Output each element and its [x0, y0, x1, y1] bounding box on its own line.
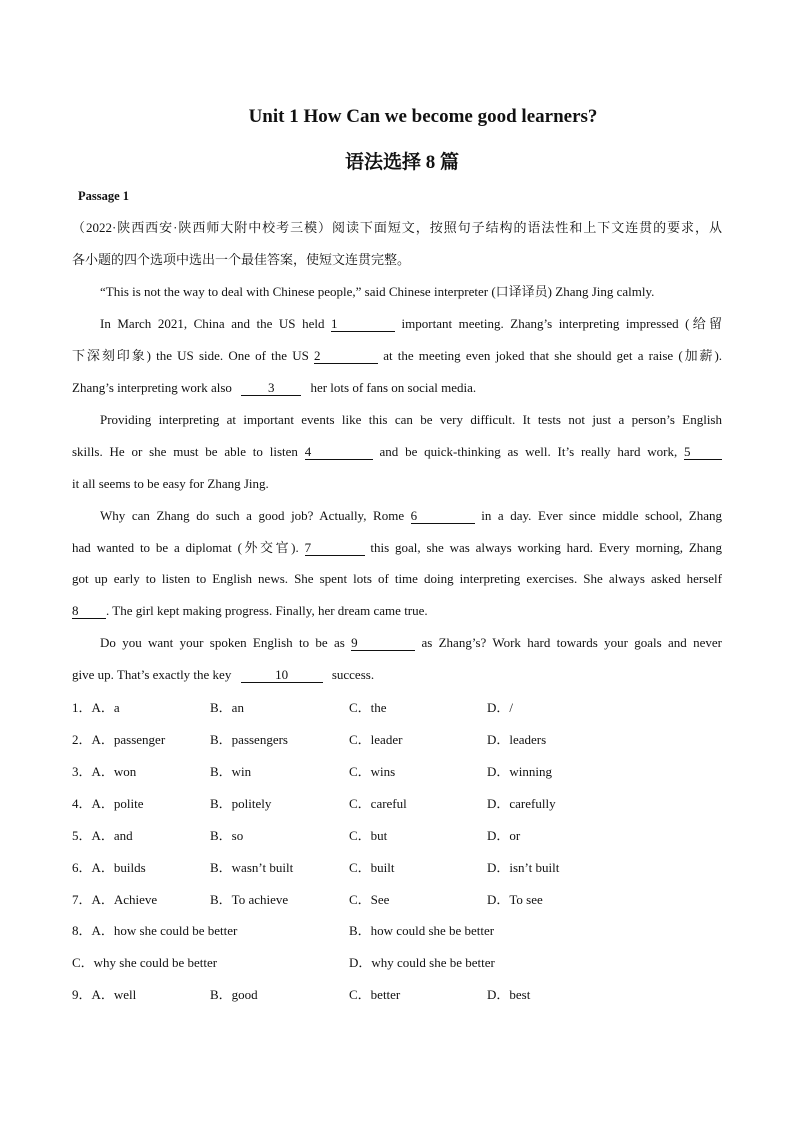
question-row: [72, 697, 722, 715]
option-3b: B．win: [210, 764, 252, 779]
paragraph-2-line-1: [100, 315, 722, 333]
option-9b: B．good: [210, 987, 258, 1002]
blank-3: 3: [241, 381, 301, 396]
option-2c: C．leader: [349, 732, 403, 747]
blank-5: 5: [684, 445, 722, 460]
question-row-8a: [72, 920, 722, 938]
option-1c: C．the: [349, 700, 387, 715]
text: as Zhang’s? Work hard towards your goals and never: [421, 635, 722, 650]
option-3a: 3．A．won: [72, 764, 137, 779]
paragraph-2-line-3: [72, 379, 722, 397]
blank-1: 1: [331, 317, 395, 332]
option-3c: C．wins: [349, 764, 396, 779]
blank-8: 8: [72, 604, 106, 619]
text: this goal, she was always working hard. Every morning, Zhang: [370, 540, 723, 555]
passage-label: Passage 1: [78, 189, 130, 203]
option-8a: 8．A．how she could be better: [72, 923, 238, 938]
page-subtitle: 语法选择 8 篇: [344, 152, 459, 173]
text: had wanted to be a diplomat (外交官).: [72, 540, 299, 555]
intro-line-1: （2022·陕西西安·陕西师大附中校考三模）阅读下面短文，按照句子结构的语法性和上下文连贯的要求，从: [72, 220, 722, 235]
text: . The girl kept making progress. Finally, her dream came true.: [106, 603, 428, 618]
blank-6: 6: [411, 509, 475, 524]
option-9d: D．best: [487, 987, 531, 1002]
option-6a: 6．A．builds: [72, 860, 146, 875]
option-6c: C．built: [349, 860, 395, 875]
text: Why can Zhang do such a good job? Actually, Rome: [100, 508, 405, 523]
paragraph-3-line-2: [72, 443, 722, 461]
blank-10: 10: [241, 668, 323, 683]
text: give up. That’s exactly the key: [72, 667, 232, 682]
blank-7: 7: [305, 541, 365, 556]
question-row: [72, 889, 722, 907]
option-7c: C．See: [349, 892, 390, 907]
text: skills. He or she must be able to listen: [72, 444, 298, 459]
option-5c: C．but: [349, 828, 388, 843]
text: and be quick-thinking as well. It’s really hard work,: [379, 444, 678, 459]
option-4c: C．careful: [349, 796, 407, 811]
option-8d: D．why could she be better: [349, 955, 495, 970]
blank-2: 2: [314, 349, 378, 364]
question-row-8b: [72, 952, 722, 970]
question-row: [72, 793, 722, 811]
option-4b: B．politely: [210, 796, 272, 811]
option-5b: B．so: [210, 828, 244, 843]
paragraph-5-line-2: [72, 666, 722, 684]
option-1a: 1．A．a: [72, 700, 120, 715]
option-4d: D．carefully: [487, 796, 556, 811]
question-row: [72, 729, 722, 747]
text: 下深刻印象) the US side. One of the US: [72, 348, 309, 363]
option-7a: 7．A．Achieve: [72, 892, 158, 907]
text: in a day. Ever since middle school, Zhang: [481, 508, 723, 523]
question-row: [72, 857, 722, 875]
paragraph-4-line-1: [100, 507, 722, 525]
paragraph-4-line-4: [72, 602, 722, 620]
option-2a: 2．A．passenger: [72, 732, 166, 747]
text: Do you want your spoken English to be as: [100, 635, 345, 650]
option-6b: B．wasn’t built: [210, 860, 294, 875]
blank-4: 4: [305, 445, 373, 460]
option-7d: D．To see: [487, 892, 543, 907]
paragraph-5-line-1: [100, 634, 722, 652]
option-2d: D．leaders: [487, 732, 547, 747]
option-5d: D．or: [487, 828, 521, 843]
question-row: [72, 825, 722, 843]
paragraph-4-line-2: [72, 539, 722, 557]
option-9c: C．better: [349, 987, 401, 1002]
option-8b: B．how could she be better: [349, 923, 495, 938]
text: important meeting. Zhang’s interpreting impressed (给留: [401, 316, 723, 331]
option-7b: B．To achieve: [210, 892, 289, 907]
option-2b: B．passengers: [210, 732, 288, 747]
paragraph-3-line-3: it all seems to be easy for Zhang Jing.: [72, 476, 269, 491]
text: at the meeting even joked that she should get a raise (加薪).: [383, 348, 723, 363]
option-1b: B．an: [210, 700, 244, 715]
option-1d: D．/: [487, 700, 514, 715]
option-6d: D．isn’t built: [487, 860, 560, 875]
option-4a: 4．A．polite: [72, 796, 144, 811]
question-row-9: [72, 984, 722, 1002]
paragraph-4-line-3: got up early to listen to English news. She spent lots of time doing interpreting exercises. She always asked herself: [72, 571, 722, 586]
option-5a: 5．A．and: [72, 828, 133, 843]
text: Zhang’s interpreting work also: [72, 380, 232, 395]
text: her lots of fans on social media.: [310, 380, 477, 395]
page-title: Unit 1 How Can we become good learners?: [248, 106, 598, 127]
paragraph-3-line-1: Providing interpreting at important events like this can be very difficult. It tests not just a person’s English: [100, 412, 722, 427]
option-8c: C．why she could be better: [72, 955, 218, 970]
option-9a: 9．A．well: [72, 987, 137, 1002]
blank-9: 9: [351, 636, 415, 651]
paragraph-2-line-2: [72, 347, 722, 365]
paragraph-1: “This is not the way to deal with Chinese people,” said Chinese interpreter (口译译员) Zhang Jing calmly.: [100, 284, 655, 299]
intro-line-2: 各小题的四个选项中选出一个最佳答案，使短文连贯完整。: [72, 252, 411, 267]
option-3d: D．winning: [487, 764, 553, 779]
text: In March 2021, China and the US held: [100, 316, 325, 331]
question-row: [72, 761, 722, 779]
text: success.: [331, 667, 375, 682]
